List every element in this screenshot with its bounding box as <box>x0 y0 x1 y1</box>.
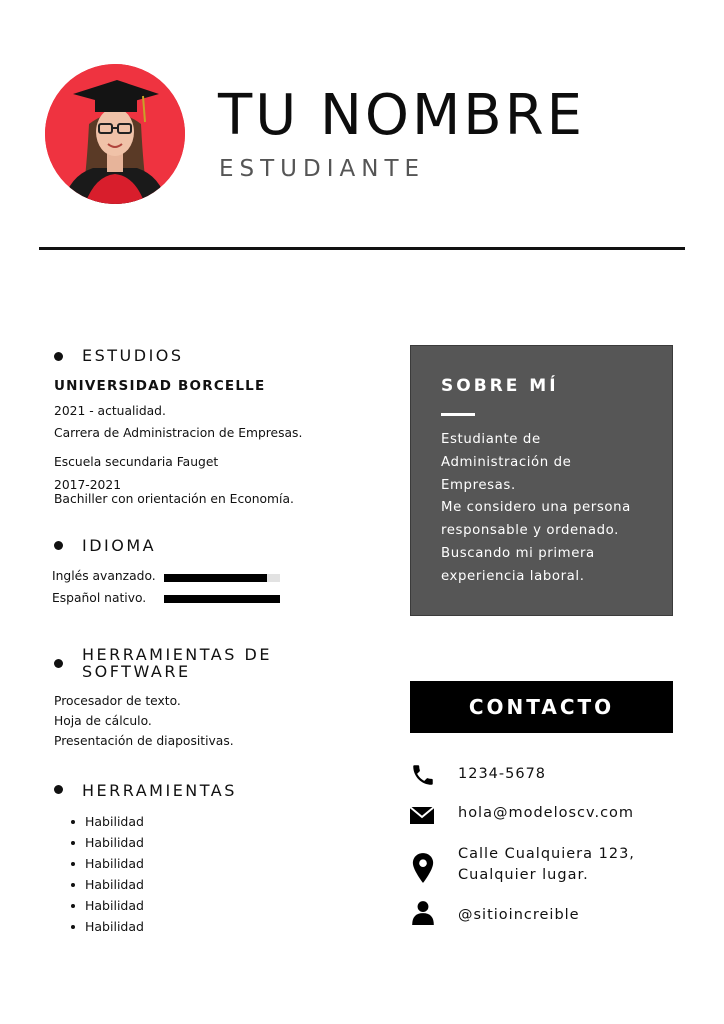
about-text <box>441 429 671 589</box>
software-item: Presentación de diapositivas. <box>54 734 234 748</box>
about-title: SOBRE MÍ <box>441 376 559 396</box>
contact-title: CONTACTO <box>468 695 615 719</box>
language-label-english: Inglés avanzado. <box>52 569 156 583</box>
about-line: responsable y ordenado. <box>441 523 619 539</box>
contact-address-line1: Calle Cualquiera 123, <box>458 846 635 862</box>
list-item: Habilidad <box>71 895 144 916</box>
section-bullet <box>54 352 63 361</box>
university-degree: Carrera de Administracion de Empresas. <box>54 426 303 440</box>
contact-email: hola@modeloscv.com <box>458 805 635 821</box>
software-title-line1: HERRAMIENTAS DE <box>82 645 272 664</box>
software-item: Procesador de texto. <box>54 694 181 708</box>
university-years: 2021 - actualidad. <box>54 404 166 418</box>
about-line: Administración de <box>441 454 572 470</box>
mail-icon <box>409 802 435 828</box>
software-title-line2: SOFTWARE <box>82 662 191 681</box>
about-line: Buscando mi primera <box>441 545 595 561</box>
contact-address-line2: Cualquier lugar. <box>458 867 589 883</box>
profile-photo <box>45 64 185 204</box>
list-item: Habilidad <box>71 916 144 937</box>
candidate-role: ESTUDIANTE <box>219 156 426 182</box>
list-item: Habilidad <box>71 874 144 895</box>
software-item: Hoja de cálculo. <box>54 714 152 728</box>
university-name: UNIVERSIDAD BORCELLE <box>54 378 266 394</box>
languages-title: IDIOMA <box>82 536 157 555</box>
graduate-portrait-icon <box>45 64 185 204</box>
location-pin-icon <box>410 852 436 884</box>
about-divider <box>441 413 475 416</box>
school-years: 2017-2021 <box>54 478 122 492</box>
section-bullet <box>54 659 63 668</box>
list-item: Habilidad <box>71 811 144 832</box>
list-item: Habilidad <box>71 853 144 874</box>
about-line: Me considero una persona <box>441 500 631 516</box>
about-line: Empresas. <box>441 477 516 493</box>
school-name: Escuela secundaria Fauget <box>54 455 219 469</box>
language-bar-english <box>164 574 280 582</box>
about-line: Estudiante de <box>441 432 541 447</box>
language-label-spanish: Español nativo. <box>52 591 147 605</box>
header-divider <box>39 247 685 250</box>
phone-icon <box>410 762 436 788</box>
studies-title: ESTUDIOS <box>82 346 184 365</box>
language-bar-spanish <box>164 595 280 603</box>
list-item: Habilidad <box>71 832 144 853</box>
language-level-spanish <box>164 595 280 603</box>
contact-phone: 1234-5678 <box>458 766 547 782</box>
school-degree: Bachiller con orientación en Economía. <box>54 492 294 506</box>
skills-list <box>71 811 144 937</box>
person-icon <box>410 899 436 925</box>
about-line: experiencia laboral. <box>441 568 585 584</box>
candidate-name: TU NOMBRE <box>218 83 585 148</box>
tools-title: HERRAMIENTAS <box>82 781 237 800</box>
section-bullet <box>54 541 63 550</box>
section-bullet <box>54 785 63 794</box>
language-level-english <box>164 574 267 582</box>
contact-social: @sitioincreible <box>458 907 580 923</box>
